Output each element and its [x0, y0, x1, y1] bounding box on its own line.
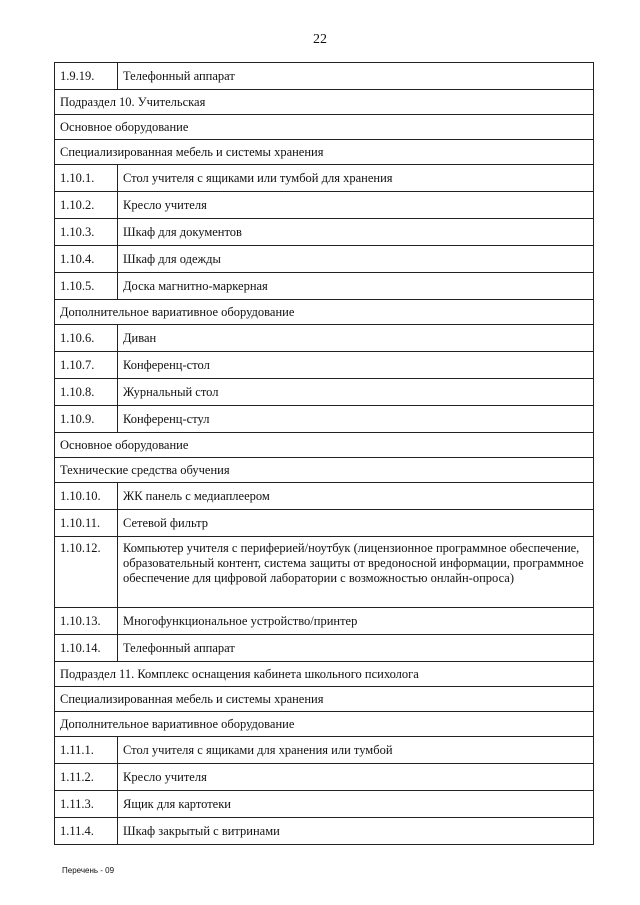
- section-header-row: [55, 90, 594, 115]
- table-row: [55, 352, 594, 379]
- item-number: 1.10.3.: [55, 219, 118, 246]
- section-header-row: [55, 140, 594, 165]
- item-name: Телефонный аппарат: [118, 635, 594, 662]
- section-header-text: Дополнительное вариативное оборудование: [55, 712, 594, 737]
- section-header-text: Подраздел 10. Учительская: [55, 90, 594, 115]
- item-name: Сетевой фильтр: [118, 510, 594, 537]
- item-name: Компьютер учителя с периферией/ноутбук (лицензионное программное обеспечение, образовательный контент, система защиты от вредоносной информации, программное обеспечение для цифровой лаборатории с возможностью онлайн-опроса): [118, 537, 594, 608]
- table-row: [55, 737, 594, 764]
- item-number: 1.10.7.: [55, 352, 118, 379]
- item-number: 1.11.1.: [55, 737, 118, 764]
- table-row: [55, 219, 594, 246]
- table-row: [55, 246, 594, 273]
- item-number: 1.10.2.: [55, 192, 118, 219]
- footer-note: Перечень - 09: [62, 866, 115, 875]
- section-header-text: Подраздел 11. Комплекс оснащения кабинета школьного психолога: [55, 662, 594, 687]
- item-number: 1.10.6.: [55, 325, 118, 352]
- table-body: [55, 63, 594, 845]
- table-row: [55, 537, 594, 608]
- equipment-table: [54, 62, 594, 845]
- item-name: Диван: [118, 325, 594, 352]
- section-header-text: Специализированная мебель и системы хранения: [55, 140, 594, 165]
- item-name: Шкаф закрытый с витринами: [118, 818, 594, 845]
- table-row: [55, 63, 594, 90]
- section-header-row: [55, 712, 594, 737]
- item-number: 1.10.8.: [55, 379, 118, 406]
- item-name: Шкаф для одежды: [118, 246, 594, 273]
- item-number: 1.10.14.: [55, 635, 118, 662]
- item-number: 1.10.11.: [55, 510, 118, 537]
- section-header-row: [55, 687, 594, 712]
- table-row: [55, 818, 594, 845]
- table-row: [55, 483, 594, 510]
- table-row: [55, 325, 594, 352]
- item-name: Кресло учителя: [118, 192, 594, 219]
- item-number: 1.11.2.: [55, 764, 118, 791]
- table-row: [55, 192, 594, 219]
- section-header-row: [55, 300, 594, 325]
- item-number: 1.10.5.: [55, 273, 118, 300]
- item-name: Телефонный аппарат: [118, 63, 594, 90]
- section-header-row: [55, 115, 594, 140]
- table-row: [55, 608, 594, 635]
- item-name: Конференц-стул: [118, 406, 594, 433]
- item-name: Ящик для картотеки: [118, 791, 594, 818]
- item-name: Стол учителя с ящиками или тумбой для хранения: [118, 165, 594, 192]
- item-number: 1.9.19.: [55, 63, 118, 90]
- table-row: [55, 165, 594, 192]
- section-header-text: Основное оборудование: [55, 433, 594, 458]
- section-header-row: [55, 662, 594, 687]
- table-row: [55, 406, 594, 433]
- item-name: Конференц-стол: [118, 352, 594, 379]
- item-name: Стол учителя с ящиками для хранения или тумбой: [118, 737, 594, 764]
- item-number: 1.10.9.: [55, 406, 118, 433]
- item-name: Доска магнитно-маркерная: [118, 273, 594, 300]
- item-name: ЖК панель с медиаплеером: [118, 483, 594, 510]
- item-name: Журнальный стол: [118, 379, 594, 406]
- item-number: 1.10.13.: [55, 608, 118, 635]
- item-name: Многофункциональное устройство/принтер: [118, 608, 594, 635]
- item-number: 1.10.4.: [55, 246, 118, 273]
- table-row: [55, 635, 594, 662]
- section-header-row: [55, 433, 594, 458]
- item-name: Кресло учителя: [118, 764, 594, 791]
- section-header-text: Технические средства обучения: [55, 458, 594, 483]
- table-row: [55, 379, 594, 406]
- item-number: 1.10.1.: [55, 165, 118, 192]
- item-number: 1.11.3.: [55, 791, 118, 818]
- item-number: 1.11.4.: [55, 818, 118, 845]
- table-row: [55, 791, 594, 818]
- table-row: [55, 273, 594, 300]
- section-header-text: Специализированная мебель и системы хранения: [55, 687, 594, 712]
- table-row: [55, 510, 594, 537]
- item-number: 1.10.12.: [55, 537, 118, 608]
- section-header-text: Основное оборудование: [55, 115, 594, 140]
- page-number: 22: [313, 32, 327, 47]
- table-row: [55, 764, 594, 791]
- section-header-text: Дополнительное вариативное оборудование: [55, 300, 594, 325]
- item-number: 1.10.10.: [55, 483, 118, 510]
- section-header-row: [55, 458, 594, 483]
- item-name: Шкаф для документов: [118, 219, 594, 246]
